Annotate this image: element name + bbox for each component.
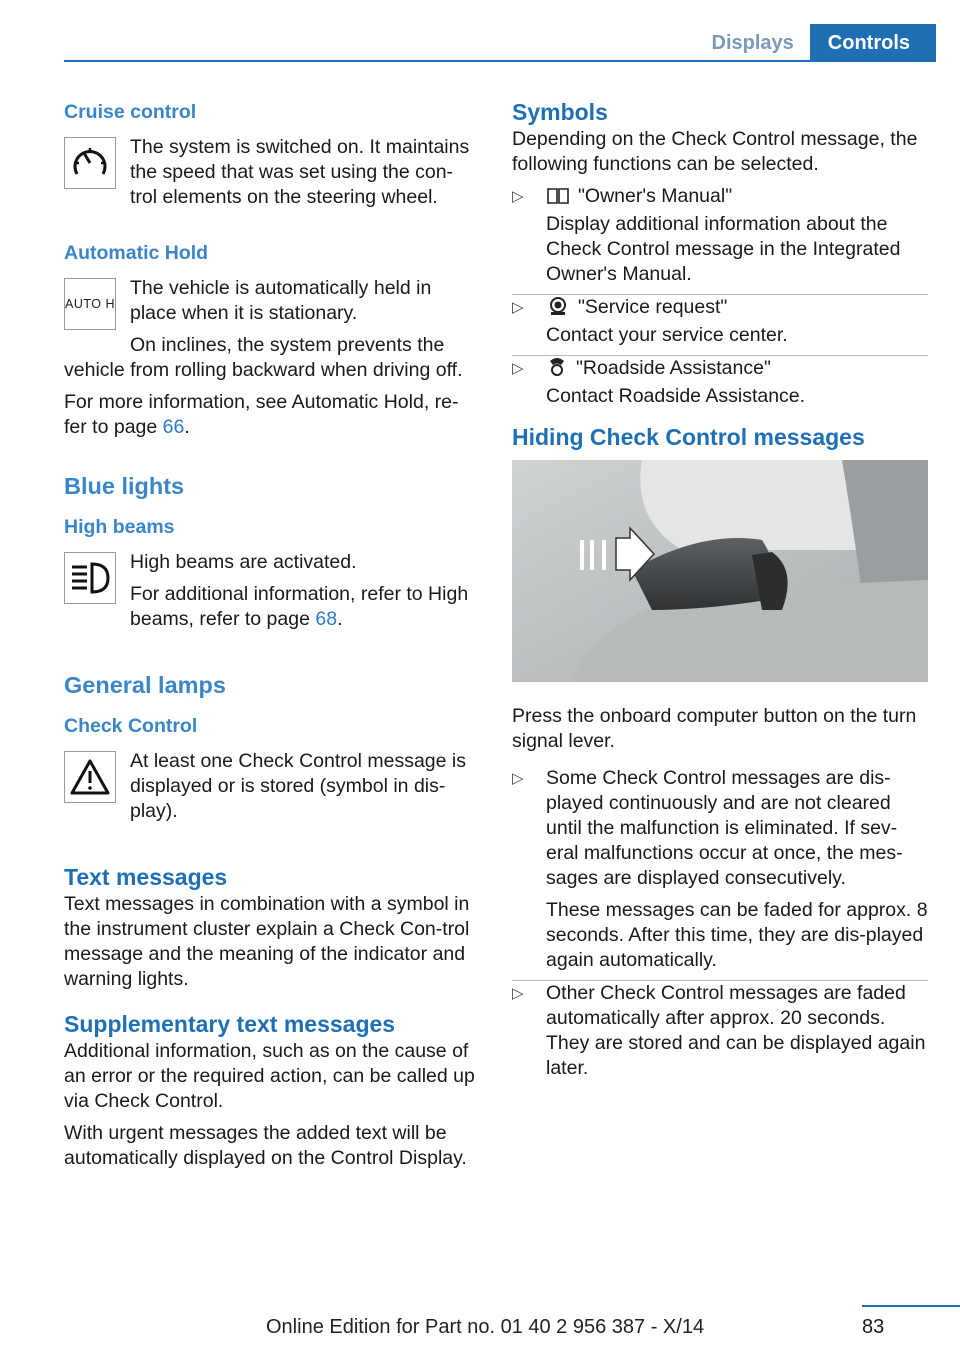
supplementary-heading: Supplementary text messages <box>64 1011 396 1037</box>
automatic-hold-ref-text: For more information, see Automatic Hold, re-fer to page <box>64 391 459 438</box>
owners-manual-label: "Owner's Manual" <box>578 185 733 207</box>
check-control-heading: Check Control <box>64 715 198 737</box>
symbols-heading: Symbols <box>512 99 608 125</box>
high-beams-heading: High beams <box>64 516 175 538</box>
automatic-hold-text-2a: On inclines, the system prevents the <box>130 334 445 356</box>
speedometer-icon <box>64 137 116 189</box>
tab-displays[interactable]: Displays <box>711 32 794 54</box>
book-icon <box>546 187 570 212</box>
hiding-list <box>512 766 928 1081</box>
list-item <box>512 184 928 287</box>
check-control-text: At least one Check Control message is displayed or is stored (symbol in dis-play). <box>130 750 466 822</box>
triangle-bullet-icon: ▷ <box>512 985 524 1002</box>
service-request-label: "Service request" <box>578 296 728 318</box>
list-item <box>512 356 928 409</box>
text-messages-heading: Text messages <box>64 864 228 890</box>
automatic-hold-text-3 <box>64 390 480 440</box>
roadside-assistance-label: "Roadside Assistance" <box>576 357 771 379</box>
header-tabs <box>696 24 936 62</box>
tab-controls[interactable]: Controls <box>810 24 936 62</box>
hiding-item-2-p1: Other Check Control messages are faded automatically after approx. 20 seconds. They are stored and can be displayed again later. <box>546 982 926 1079</box>
cruise-control-text: The system is switched on. It maintains the speed that was set using the con-trol elements on the steering wheel. <box>130 136 470 208</box>
automatic-hold-text-1: The vehicle is automatically held in place when it is stationary. <box>130 277 432 324</box>
header-rule <box>64 60 936 62</box>
auto-hold-icon-label: AUTO H <box>65 296 115 311</box>
right-column <box>512 100 928 1088</box>
automatic-hold-section <box>64 276 480 333</box>
automatic-hold-heading: Automatic Hold <box>64 242 209 264</box>
footer-rule <box>862 1305 960 1307</box>
text-messages-text: Text messages in combination with a symbol in the instrument cluster explain a Check Con-trol message and the meaning of the indicator and warning lights. <box>64 893 470 990</box>
cruise-control-heading: Cruise control <box>64 101 197 123</box>
automatic-hold-text-2: vehicle from rolling backward when driving off. <box>64 359 463 381</box>
supplementary-text-2: With urgent messages the added text will be automatically displayed on the Control Display. <box>64 1122 467 1169</box>
page-link-68[interactable]: 68 <box>315 608 338 630</box>
high-beams-ref-text: For additional information, refer to High beams, refer to page <box>130 583 469 630</box>
hiding-item-1-p1: Some Check Control messages are dis-played continuously and are not cleared until the malfunction is eliminated. If sev-eral malfunctions occur at once, the mes-sages are displayed consecutively. <box>546 767 903 889</box>
hiding-check-control-heading: Hiding Check Control messages <box>512 424 865 450</box>
period: . <box>337 608 343 630</box>
symbols-list <box>512 184 928 409</box>
hiding-item-1-p2: These messages can be faded for approx. 8 seconds. After this time, they are dis-played again automatically. <box>546 899 928 971</box>
hiding-text: Press the onboard computer button on the turn signal lever. <box>512 705 917 752</box>
page-link-66[interactable]: 66 <box>162 416 185 438</box>
roadside-assistance-desc: Contact Roadside Assistance. <box>546 385 806 407</box>
list-item <box>512 766 928 973</box>
warning-triangle-icon <box>64 751 116 803</box>
list-item <box>512 295 928 348</box>
page-number: 83 <box>862 1316 885 1338</box>
turn-signal-lever-image <box>512 460 928 682</box>
high-beam-icon <box>64 552 116 604</box>
owners-manual-desc: Display additional information about the Check Control message in the Integrated Owner's Manual. <box>546 213 901 285</box>
auto-hold-icon <box>64 278 116 330</box>
triangle-bullet-icon: ▷ <box>512 188 524 205</box>
symbols-intro: Depending on the Check Control message, the following functions can be selected. <box>512 128 918 175</box>
left-column <box>64 100 480 1178</box>
service-request-desc: Contact your service center. <box>546 324 788 346</box>
high-beams-text-1: High beams are activated. <box>130 551 357 573</box>
triangle-bullet-icon: ▷ <box>512 299 524 316</box>
list-item <box>512 981 928 1081</box>
edition-text: Online Edition for Part no. 01 40 2 956 387 - X/14 <box>266 1316 705 1338</box>
high-beams-section <box>64 550 480 639</box>
period: . <box>184 416 190 438</box>
cruise-control-section <box>64 135 480 217</box>
triangle-bullet-icon: ▷ <box>512 770 524 787</box>
bmw-service-icon <box>546 296 570 323</box>
check-control-section <box>64 749 480 831</box>
general-lamps-heading: General lamps <box>64 672 226 698</box>
blue-lights-heading: Blue lights <box>64 473 185 499</box>
roadside-assistance-icon <box>546 357 568 384</box>
high-beams-text-2 <box>130 582 480 632</box>
supplementary-text-1: Additional information, such as on the cause of an error or the required action, can be called up via Check Control. <box>64 1040 475 1112</box>
triangle-bullet-icon: ▷ <box>512 360 524 377</box>
